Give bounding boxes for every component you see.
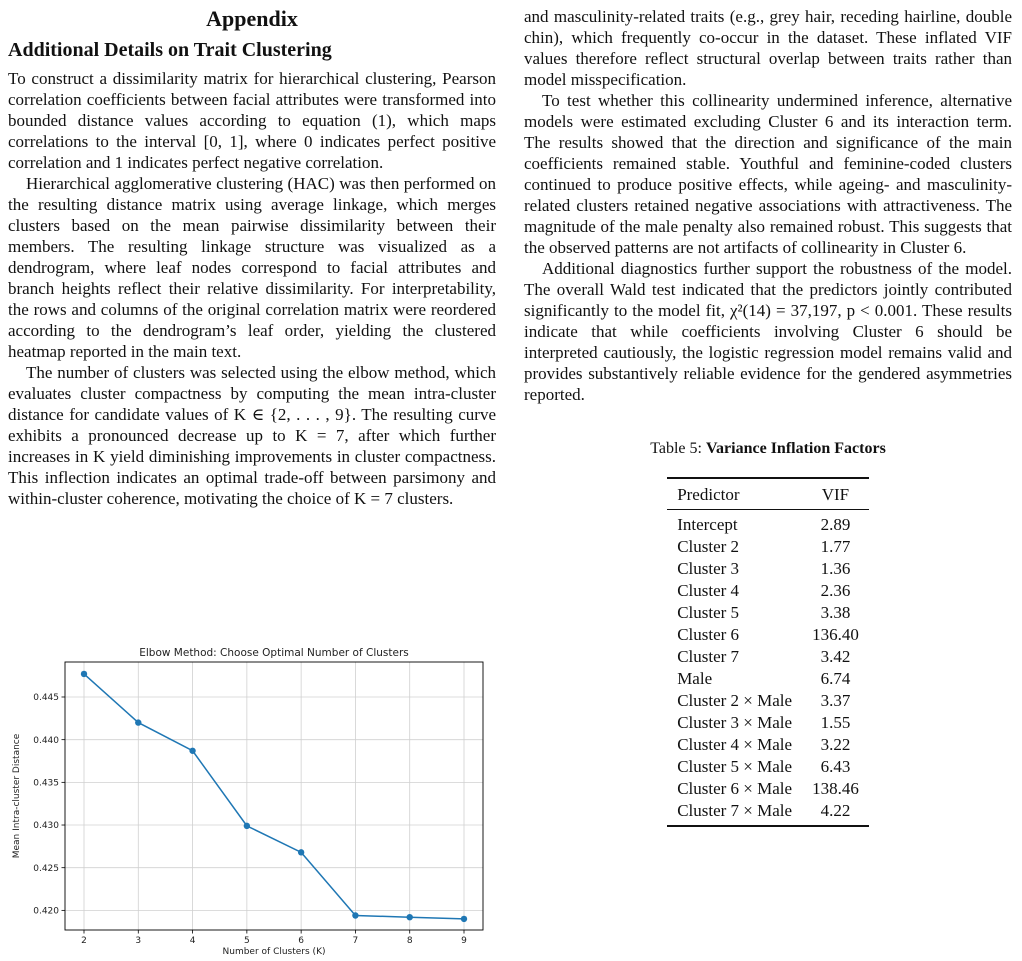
table-row: [667, 690, 869, 712]
table-row: [667, 668, 869, 690]
plot-frame: [65, 662, 483, 930]
predictor-cell: Cluster 3: [677, 559, 740, 578]
x-tick-label: 5: [243, 936, 250, 946]
y-tick-label: 0.440: [33, 735, 59, 746]
predictor-cell: Intercept: [677, 515, 738, 534]
paragraph-diagnostics: Additional diagnostics further support the robustness of the model. The overall Wald test indicated that the predictors jointly contributed significantly to the model fit, χ²(14) = 37,197, p < 0.001. These results indicate that while coefficients involving Cluster 6 should be interpreted cautiously, the logistic regression model remains valid and provides substantively reliable evidence for the gendered asymmetries reported.: [524, 259, 1012, 404]
table-row: [667, 536, 869, 558]
vif-table-body: [667, 510, 869, 827]
x-tick-label: 9: [461, 936, 467, 946]
series-line: [84, 674, 464, 919]
x-tick-label: 7: [352, 936, 359, 946]
predictor-cell: Cluster 7 × Male: [677, 801, 793, 820]
vif-cell: 2.89: [820, 515, 851, 534]
data-point: [244, 823, 250, 829]
table-row: [667, 580, 869, 602]
data-point: [189, 748, 195, 754]
predictor-cell: Cluster 2: [677, 537, 740, 556]
predictor-cell: Cluster 5 × Male: [677, 757, 793, 776]
vif-cell: 138.46: [812, 779, 859, 798]
y-axis-label: Mean Intra-cluster Distance: [12, 733, 22, 859]
header-vif: VIF: [821, 485, 850, 504]
elbow-figure: [8, 640, 496, 956]
predictor-cell: Male: [677, 669, 713, 688]
y-tick-label: 0.420: [33, 906, 59, 917]
paragraph-elbow: The number of clusters was selected using the elbow method, which evaluates cluster compactness by computing the mean intra-cluster distance for candidate values of K ∈ {2, . . . , 9}. The resulting curve exhibits a pronounced decrease up to K = 7, after which further increases in K yield diminishing improvements in cluster compactness. This inflection indicates an optimal trade-off between parsimony and within-cluster coherence, motivating the choice of K = 7 clusters.: [8, 363, 496, 508]
section-title: Additional Details on Trait Clustering: [8, 39, 332, 61]
vif-cell: 3.38: [820, 603, 851, 622]
vif-table: [667, 477, 869, 827]
x-tick-label: 2: [81, 936, 87, 946]
vif-cell: 136.40: [812, 625, 859, 644]
predictor-cell: Cluster 3 × Male: [677, 713, 793, 732]
right-column: [524, 0, 1012, 827]
paragraph-vif-overlap: and masculinity-related traits (e.g., grey hair, receding hairline, double chin), which frequently co-occur in the dataset. These inflated VIF values therefore reflect structural overlap between traits rather than model misspecification.: [524, 7, 1012, 89]
predictor-cell: Cluster 6: [677, 625, 740, 644]
data-point: [298, 849, 304, 855]
predictor-cell: Cluster 4: [677, 581, 740, 600]
table-row: [667, 558, 869, 580]
y-tick-label: 0.435: [33, 778, 59, 789]
predictor-cell: Cluster 4 × Male: [677, 735, 793, 754]
vif-cell: 3.22: [820, 735, 851, 754]
table-row: [667, 510, 869, 537]
chart-title: Elbow Method: Choose Optimal Number of Clusters: [139, 647, 409, 659]
data-point: [352, 912, 358, 918]
data-point: [81, 671, 87, 677]
header-predictor: Predictor: [677, 485, 740, 504]
y-tick-label: 0.425: [33, 863, 59, 874]
data-point: [407, 914, 413, 920]
table-caption-prefix: Table 5:: [650, 440, 706, 457]
x-axis-label: Number of Clusters (K): [222, 947, 326, 956]
table-caption-title: Variance Inflation Factors: [705, 440, 886, 457]
table-row: [667, 602, 869, 624]
paragraph-dissimilarity: To construct a dissimilarity matrix for hierarchical clustering, Pearson correlation coefficients between facial attributes were transformed into bounded distance values according to equation (1), which maps correlations to the interval [0, 1], where 0 indicates perfect positive correlation and 1 indicates perfect negative correlation.: [8, 69, 496, 172]
vif-cell: 4.22: [820, 801, 851, 820]
y-tick-label: 0.445: [33, 693, 59, 704]
table-row: [667, 734, 869, 756]
table-row: [667, 800, 869, 826]
y-tick-label: 0.430: [33, 821, 59, 832]
vif-cell: 1.55: [820, 713, 851, 732]
predictor-cell: Cluster 6 × Male: [677, 779, 793, 798]
left-column: [8, 0, 496, 956]
table-row: [667, 778, 869, 800]
table-row: [667, 646, 869, 668]
table-header-row: [667, 478, 869, 510]
table-row: [667, 756, 869, 778]
vif-cell: 1.36: [820, 559, 851, 578]
table-row: [667, 712, 869, 734]
x-tick-label: 6: [298, 936, 305, 946]
paragraph-hac: Hierarchical agglomerative clustering (HAC) was then performed on the resulting distance matrix using average linkage, which merges clusters based on the mean pairwise dissimilarity between their members. The resulting linkage structure was visualized as a dendrogram, where leaf nodes correspond to facial attributes and branch heights reflect their relative dissimilarity. For interpretability, the rows and columns of the original correlation matrix were reordered according to the dendrogram’s leaf order, yielding the clustered heatmap reported in the main text.: [8, 174, 496, 361]
data-point: [135, 719, 141, 725]
appendix-title: Appendix: [206, 6, 298, 31]
table-row: [667, 624, 869, 646]
vif-cell: 2.36: [820, 581, 851, 600]
data-point: [461, 916, 467, 922]
paragraph-collinearity: To test whether this collinearity undermined inference, alternative models were estimated excluding Cluster 6 and its interaction term. The results showed that the direction and significance of the main coefficients remained stable. Youthful and feminine-coded clusters continued to produce positive effects, while ageing- and masculinity-related clusters retained negative associations with attractiveness. The magnitude of the male penalty also remained robust. This suggests that the observed patterns are not artifacts of collinearity in Cluster 6.: [524, 91, 1012, 257]
x-tick-label: 3: [135, 936, 142, 946]
vif-cell: 6.74: [820, 669, 851, 688]
vif-cell: 1.77: [820, 537, 851, 556]
x-tick-label: 8: [406, 936, 413, 946]
predictor-cell: Cluster 2 × Male: [677, 691, 793, 710]
vif-cell: 6.43: [820, 757, 851, 776]
predictor-cell: Cluster 5: [677, 603, 740, 622]
elbow-chart: [8, 640, 496, 956]
x-tick-label: 4: [189, 936, 196, 946]
table-caption: [524, 439, 1012, 459]
vif-cell: 3.37: [820, 691, 851, 710]
predictor-cell: Cluster 7: [677, 647, 740, 666]
vif-cell: 3.42: [820, 647, 851, 666]
